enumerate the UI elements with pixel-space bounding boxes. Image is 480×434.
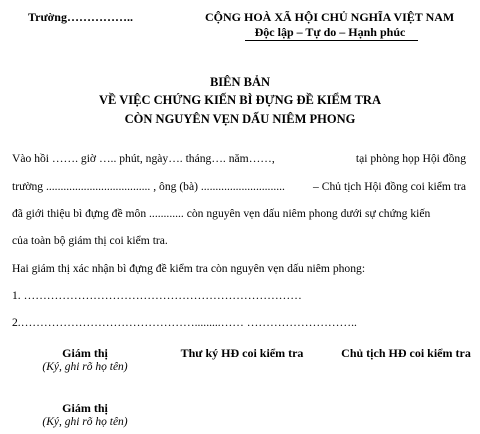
invigilator-1-note: (Ký, ghi rõ họ tên) xyxy=(42,361,128,373)
body-line-2-right: – Chủ tịch Hội đồng coi kiểm tra xyxy=(313,180,466,193)
motto-underline xyxy=(245,40,418,41)
school-name: Trường…………….. xyxy=(28,10,133,24)
document-subtitle-1: VỀ VIỆC CHỨNG KIẾN BÌ ĐỰNG ĐỀ KIỂM TRA xyxy=(99,93,381,107)
document-title: BIÊN BẢN xyxy=(209,75,271,89)
invigilator-2-note: (Ký, ghi rõ họ tên) xyxy=(42,416,128,428)
invigilator-2-title: Giám thị xyxy=(62,401,108,415)
national-motto: Độc lập – Tự do – Hạnh phúc xyxy=(254,25,406,39)
nation-name: CỘNG HOÀ XÃ HỘI CHỦ NGHĨA VIỆT NAM xyxy=(205,10,455,24)
body-line-2-left: trường .................................... , ông (bà) ............................. xyxy=(12,180,285,193)
body-line-3: đã giới thiệu bì đựng đề môn ............ còn nguyên vẹn dấu niêm phong dưới sự chứng kiến xyxy=(12,207,431,220)
secretary-title: Thư ký HĐ coi kiểm tra xyxy=(180,346,304,360)
chair-title: Chủ tịch HĐ coi kiểm tra xyxy=(341,346,471,360)
confirm-item-2: 2.……………………………………….........…… ……………………….. xyxy=(12,316,357,329)
body-line-1-left: Vào hồi ……. giờ ….. phút, ngày…. tháng…. năm……, xyxy=(12,152,275,165)
document-subtitle-2: CÒN NGUYÊN VẸN DẤU NIÊM PHONG xyxy=(124,112,356,126)
invigilator-1-title: Giám thị xyxy=(62,346,108,360)
body-paragraph-2: Hai giám thị xác nhận bì đựng đề kiểm tra còn nguyên vẹn dấu niêm phong: xyxy=(12,262,366,275)
body-line-4: của toàn bộ giám thị coi kiểm tra. xyxy=(12,234,168,247)
body-line-1-right: tại phòng họp Hội đồng xyxy=(355,152,466,165)
confirm-item-1: 1. ……………………………………………………………… xyxy=(12,289,302,302)
